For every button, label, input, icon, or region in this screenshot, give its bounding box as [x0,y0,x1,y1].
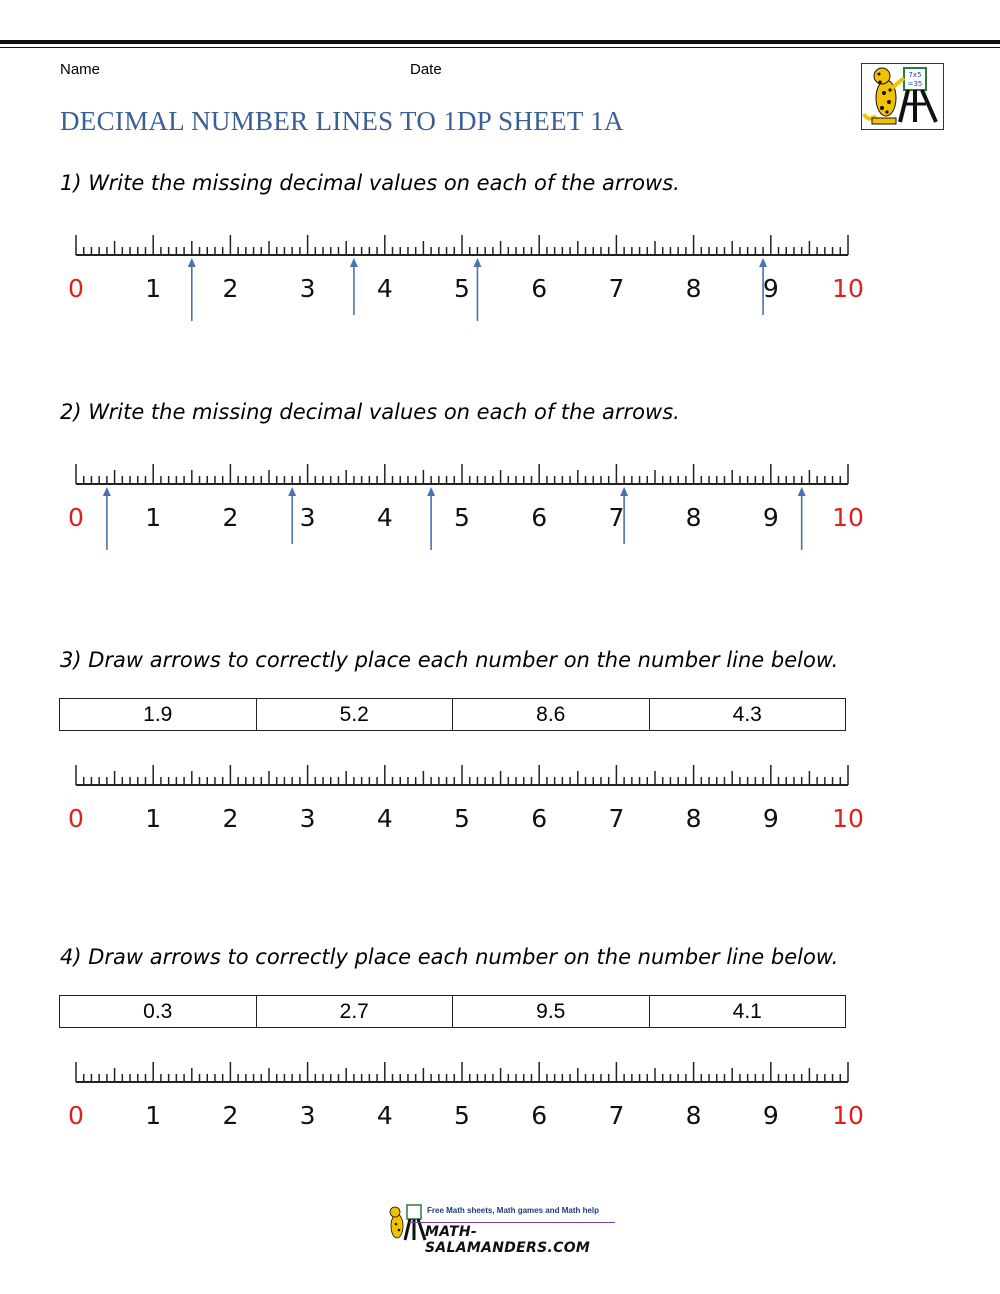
arrow-head [288,487,296,496]
question-3-text: 3) Draw arrows to correctly place each number on the number line below. [60,648,839,672]
tick-label: 2 [222,804,239,833]
number-line-2 [0,457,1000,567]
salamander-teacher-logo-icon [861,63,944,130]
number-line-1 [0,228,1000,338]
value-cell: 5.2 [257,699,454,730]
date-label: Date [410,61,442,78]
tick-label: 4 [376,1101,393,1130]
page-title: DECIMAL NUMBER LINES TO 1DP SHEET 1A [60,106,624,136]
tick-label: 6 [531,1101,548,1130]
tick-label: 3 [299,1101,316,1130]
tick-label: 8 [685,1101,702,1130]
tick-label: 5 [454,274,470,303]
tick-label: 7 [608,804,625,833]
footer-divider [409,1222,615,1223]
tick-label: 2 [222,503,239,532]
logo-board-text-1: 7x5 [908,71,922,79]
tick-label: 5 [454,804,470,833]
arrow-head [188,258,196,267]
tick-label: 0 [68,274,84,303]
top-rule-thin [0,47,1000,48]
tick-label: 2 [222,274,239,303]
tick-label: 8 [685,804,702,833]
values-table-3 [59,698,846,731]
value-cell: 2.7 [257,996,454,1027]
tick-label: 10 [832,274,864,303]
name-label: Name [60,61,101,78]
logo-board-text-2: =35 [907,80,923,88]
footer-tagline: Free Math sheets, Math games and Math help [427,1206,600,1215]
tick-label: 9 [762,1101,779,1130]
tick-label: 9 [762,274,779,303]
value-cell: 9.5 [453,996,650,1027]
tick-label: 1 [145,274,162,303]
tick-label: 9 [762,804,779,833]
value-cell: 8.6 [453,699,650,730]
tick-label: 4 [376,274,393,303]
tick-label: 1 [145,1101,162,1130]
arrow-head [798,487,806,496]
value-cell: 1.9 [60,699,257,730]
tick-label: 2 [222,1101,239,1130]
tick-label: 10 [832,1101,864,1130]
tick-label: 5 [454,503,470,532]
value-cell: 0.3 [60,996,257,1027]
tick-label: 7 [608,503,625,532]
tick-label: 6 [531,804,548,833]
question-4-text: 4) Draw arrows to correctly place each number on the number line below. [60,945,839,969]
tick-label: 4 [376,503,393,532]
tick-label: 1 [145,503,162,532]
arrow-head [103,487,111,496]
tick-label: 9 [762,503,779,532]
footer-site: MATH-SALAMANDERS.COM [425,1224,591,1256]
question-1-text: 1) Write the missing decimal values on each of the arrows. [60,171,680,195]
tick-label: 1 [145,804,162,833]
tick-label: 8 [685,274,702,303]
tick-label: 10 [832,804,864,833]
arrow-head [350,258,358,267]
tick-label: 7 [608,1101,625,1130]
tick-label: 3 [299,804,316,833]
values-table-4 [59,995,846,1028]
tick-label: 3 [299,274,316,303]
tick-label: 5 [454,1101,470,1130]
footer-logo [385,1202,617,1256]
value-cell: 4.1 [732,1000,762,1023]
tick-label: 10 [832,503,864,532]
tick-label: 0 [68,503,84,532]
arrow-head [759,258,767,267]
tick-label: 0 [68,1101,84,1130]
tick-label: 7 [608,274,625,303]
tick-label: 3 [299,503,316,532]
tick-label: 0 [68,804,84,833]
number-line-3 [0,758,1000,868]
tick-label: 4 [376,804,393,833]
question-2-text: 2) Write the missing decimal values on each of the arrows. [60,400,680,424]
arrow-head [473,258,481,267]
value-cell: 4.3 [732,703,762,726]
arrow-head [427,487,435,496]
tick-label: 6 [531,274,548,303]
number-line-4 [0,1055,1000,1165]
tick-label: 8 [685,503,702,532]
top-rule [0,40,1000,44]
tick-label: 6 [531,503,548,532]
arrow-head [620,487,628,496]
